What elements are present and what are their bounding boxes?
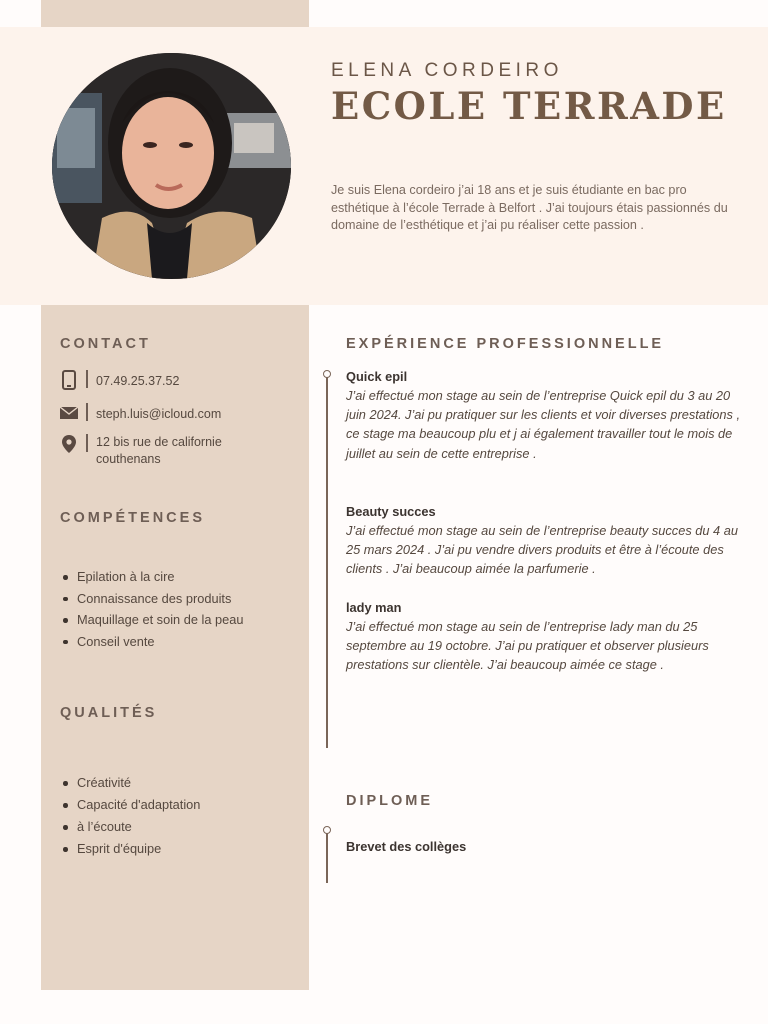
- job-company: lady man: [346, 600, 402, 615]
- job-entry: [346, 367, 741, 463]
- divider: [86, 434, 88, 452]
- skills-list: [60, 566, 260, 652]
- skills-title: COMPÉTENCES: [60, 510, 205, 526]
- profile-photo: [52, 53, 291, 279]
- list-item: Créativité: [60, 772, 280, 794]
- address: [96, 434, 222, 468]
- list-item: à l’écoute: [60, 816, 280, 838]
- list-item: Esprit d'équipe: [60, 838, 280, 860]
- list-item: Capacité d'adaptation: [60, 794, 280, 816]
- list-item: Maquillage et soin de la peau: [60, 609, 260, 631]
- job-company: Quick epil: [346, 369, 408, 384]
- list-item: Epilation à la cire: [60, 566, 260, 588]
- intro-text: Je suis Elena cordeiro j’ai 18 ans et je suis étudiante en bac pro esthétique à l’école Terrade à Belfort . J’ai toujours étais passionnés du domaine de l’esthétique et j’ai pu réaliser cette passion .: [331, 183, 728, 232]
- phone-icon: [60, 370, 78, 390]
- qualities-list: [60, 772, 280, 860]
- diploma-name: Brevet des collèges: [346, 839, 467, 854]
- contact-title: CONTACT: [60, 336, 151, 352]
- contact-address-row: [60, 434, 222, 468]
- contact-email-row: [60, 403, 221, 423]
- email-address: steph.luis@icloud.com: [96, 407, 222, 421]
- profile-photo-illustration: [52, 53, 291, 279]
- person-name: ELENA CORDEIRO: [331, 60, 563, 81]
- job-description: J’ai effectué mon stage au sein de l’entreprise beauty succes du 4 au 25 mars 2024 . J’ai pu vendre divers produits et être à l’écoute des clients . J’ai beaucoup aimée la parfumerie .: [346, 523, 738, 577]
- job-description: J’ai effectué mon stage au sein de l’entreprise Quick epil du 3 au 20 juin 2024. J’ai pu pratiquer sur les clients et voir diverses prestations , ce stage ma beaucoup plu et j ai également travailler tout le mois de juillet au sein de cette entreprise .: [346, 388, 741, 461]
- location-pin-icon: [60, 434, 78, 454]
- address-line-2: couthenans: [96, 452, 161, 466]
- job-entry: [346, 598, 741, 675]
- address-line-1: 12 bis rue de californie: [96, 435, 222, 449]
- school-title: ECOLE TERRADE: [331, 84, 727, 128]
- experience-title: EXPÉRIENCE PROFESSIONNELLE: [346, 336, 665, 352]
- sidebar-top-strip: [41, 0, 309, 27]
- diploma-timeline: [326, 828, 328, 883]
- diploma-title: DIPLOME: [346, 793, 434, 809]
- phone-number: 07.49.25.37.52: [96, 374, 180, 388]
- contact-phone-row: [60, 370, 179, 390]
- divider: [86, 370, 88, 388]
- diploma-entry: [346, 837, 741, 856]
- divider: [86, 403, 88, 421]
- list-item: Conseil vente: [60, 631, 260, 653]
- qualities-title: QUALITÉS: [60, 705, 158, 721]
- experience-timeline: [326, 372, 328, 748]
- list-item: Connaissance des produits: [60, 588, 260, 610]
- job-entry: [346, 502, 741, 579]
- job-description: J’ai effectué mon stage au sein de l’entreprise lady man du 25 septembre au 19 octobre. J’ai pu pratiquer et observer plusieurs prestations sur clientèle. J’ai beaucoup aimée ce stage .: [346, 619, 709, 673]
- mail-icon: [60, 403, 78, 423]
- job-company: Beauty succes: [346, 504, 436, 519]
